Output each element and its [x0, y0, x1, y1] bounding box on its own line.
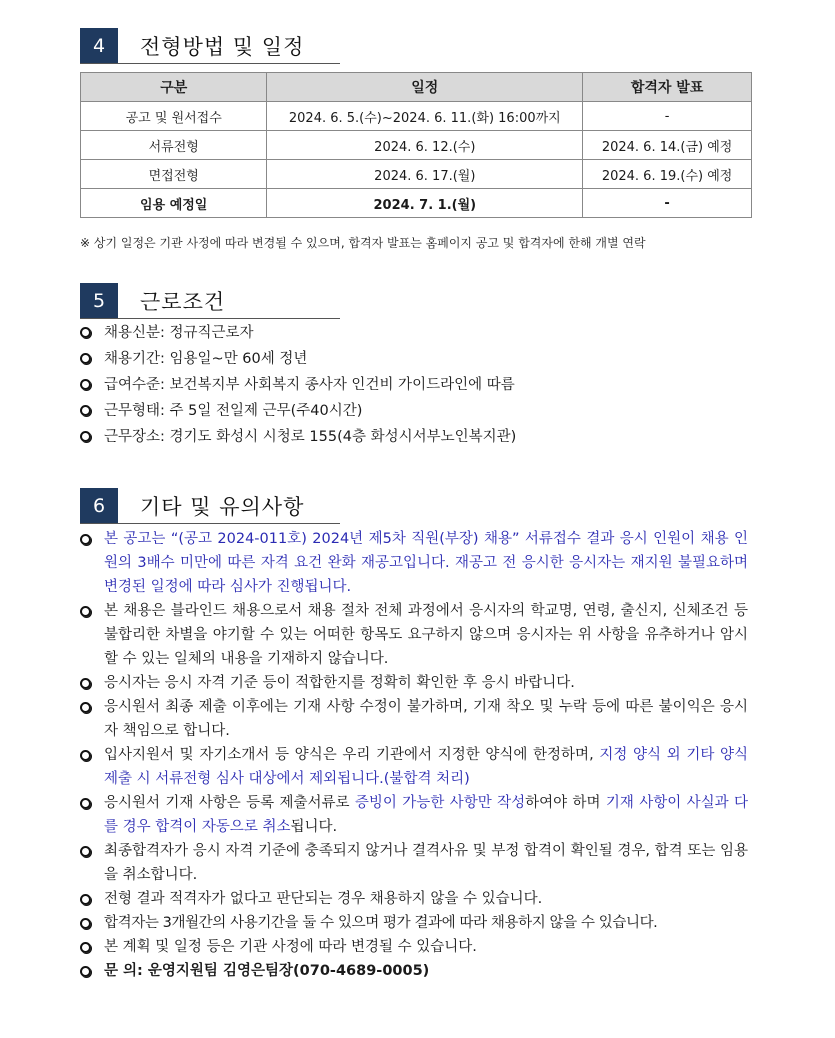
cell-announcement: - — [583, 189, 752, 218]
circle-bullet-icon — [80, 353, 91, 364]
circle-bullet-icon — [80, 431, 91, 442]
list-item — [80, 887, 748, 911]
list-item-text: 본 공고는 “(공고 2024-011호) 2024년 제5차 직원(부장) 채용” 서류접수 결과 응시 인원이 채용 인원의 3배수 미만에 따른 자격 요건 완화 재공고입니다. 재공고 전 응시한 응시자는 재지원 불필요하며 변경된 일정에 따라 심사가 진행됩니다. — [104, 531, 748, 595]
circle-bullet-icon — [80, 798, 91, 809]
list-item — [80, 695, 748, 743]
schedule-table — [80, 72, 752, 218]
list-item-highlight: 증빙이 가능한 사항만 작성 — [354, 795, 526, 811]
circle-bullet-icon — [80, 405, 91, 416]
section-title: 전형방법 및 일정 — [140, 34, 305, 59]
circle-bullet-icon — [80, 534, 91, 545]
schedule-note: ※ 상기 일정은 기관 사정에 따라 변경될 수 있으며, 합격자 발표는 홈페이지 공고 및 합격자에 한해 개별 연락 — [80, 236, 646, 250]
circle-bullet-icon — [80, 327, 91, 338]
contact-text: 문 의: 운영지원팀 김영은팀장(070-4689-0005) — [104, 963, 430, 979]
list-item-text: 입사지원서 및 자기소개서 등 양식은 우리 기관에서 지정한 양식에 한정하며, — [104, 747, 600, 763]
cell-category: 면접전형 — [81, 160, 267, 189]
table-row — [81, 102, 752, 131]
section-header-4 — [80, 28, 340, 64]
list-item — [80, 320, 748, 346]
list-item-highlight: 기재 사항이 사실과 다를 경우 합격이 자동으로 취소 — [104, 795, 749, 835]
list-item-text: 합격자는 3개월간의 사용기간을 둘 수 있으며 평가 결과에 따라 채용하지 않을 수 있습니다. — [104, 915, 658, 931]
list-item — [80, 372, 748, 398]
cell-category: 서류전형 — [81, 131, 267, 160]
list-item — [80, 424, 748, 450]
circle-bullet-icon — [80, 966, 91, 977]
list-item — [80, 743, 748, 791]
cell-announcement: 2024. 6. 14.(금) 예정 — [583, 131, 752, 160]
list-item — [80, 671, 748, 695]
list-item — [80, 599, 748, 671]
section-header-5 — [80, 283, 340, 319]
circle-bullet-icon — [80, 894, 91, 905]
circle-bullet-icon — [80, 606, 91, 617]
list-item — [80, 346, 748, 372]
list-item-text: 급여수준: 보건복지부 사회복지 종사자 인건비 가이드라인에 따름 — [104, 377, 515, 393]
circle-bullet-icon — [80, 918, 91, 929]
list-item-text: 하여야 하며 — [525, 795, 606, 811]
section-number-badge: 6 — [80, 488, 118, 523]
list-item-text: 응시자는 응시 자격 기준 등이 적합한지를 정확히 확인한 후 응시 바랍니다. — [104, 675, 575, 691]
list-item-highlight: 지정 양식 외 기타 양식 제출 시 서류전형 심사 대상에서 제외됩니다.(불합격 처리) — [104, 747, 748, 787]
list-item-text: 채용기간: 임용일~만 60세 정년 — [104, 351, 308, 367]
column-header-category: 구분 — [81, 73, 267, 102]
circle-bullet-icon — [80, 750, 91, 761]
notes-list — [80, 527, 748, 983]
list-item-text: 응시원서 최종 제출 이후에는 기재 사항 수정이 불가하며, 기재 착오 및 누락 등에 따른 불이익은 응시자 책임으로 합니다. — [104, 699, 748, 739]
list-item — [80, 839, 748, 887]
list-item-text: 채용신분: 정규직근로자 — [104, 325, 254, 341]
section-title: 근로조건 — [140, 289, 226, 314]
list-item-text: 본 채용은 블라인드 채용으로서 채용 절차 전체 과정에서 응시자의 학교명, 연령, 출신지, 신체조건 등 불합리한 차별을 야기할 수 있는 어떠한 항목도 요구하지 않으며 응시자는 위 사항을 유추하거나 암시할 수 있는 일체의 내용을 기재하지 않습니다. — [104, 603, 748, 667]
list-item — [80, 527, 748, 599]
circle-bullet-icon — [80, 942, 91, 953]
cell-schedule: 2024. 6. 12.(수) — [267, 131, 583, 160]
list-item-text: 최종합격자가 응시 자격 기준에 충족되지 않거나 결격사유 및 부정 합격이 확인될 경우, 합격 또는 임용을 취소합니다. — [104, 843, 748, 883]
circle-bullet-icon — [80, 379, 91, 390]
cell-announcement: - — [583, 102, 752, 131]
cell-announcement: 2024. 6. 19.(수) 예정 — [583, 160, 752, 189]
table-row — [81, 189, 752, 218]
list-item — [80, 398, 748, 424]
table-header-row — [81, 73, 752, 102]
circle-bullet-icon — [80, 678, 91, 689]
circle-bullet-icon — [80, 702, 91, 713]
section-title: 기타 및 유의사항 — [140, 494, 305, 519]
cell-category: 임용 예정일 — [81, 189, 267, 218]
section-number-badge: 4 — [80, 28, 118, 63]
list-item-text: 본 계획 및 일정 등은 기관 사정에 따라 변경될 수 있습니다. — [104, 939, 477, 955]
column-header-announcement: 합격자 발표 — [583, 73, 752, 102]
table-row — [81, 131, 752, 160]
section-number-badge: 5 — [80, 283, 118, 318]
cell-schedule: 2024. 7. 1.(월) — [267, 189, 583, 218]
list-item-text: 근무형태: 주 5일 전일제 근무(주40시간) — [104, 403, 363, 419]
list-item-text: 응시원서 기재 사항은 등록 제출서류로 — [104, 795, 355, 811]
circle-bullet-icon — [80, 846, 91, 857]
list-item-text: 근무장소: 경기도 화성시 시청로 155(4층 화성시서부노인복지관) — [104, 429, 517, 445]
cell-category: 공고 및 원서접수 — [81, 102, 267, 131]
list-item-text: 전형 결과 적격자가 없다고 판단되는 경우 채용하지 않을 수 있습니다. — [104, 891, 543, 907]
table-row — [81, 160, 752, 189]
section-header-6 — [80, 488, 340, 524]
contact-item — [80, 959, 748, 983]
working-conditions-list — [80, 320, 748, 450]
cell-schedule: 2024. 6. 5.(수)~2024. 6. 11.(화) 16:00까지 — [267, 102, 583, 131]
list-item — [80, 911, 748, 935]
list-item — [80, 935, 748, 959]
cell-schedule: 2024. 6. 17.(월) — [267, 160, 583, 189]
list-item-text: 됩니다. — [290, 819, 338, 835]
column-header-schedule: 일정 — [267, 73, 583, 102]
list-item — [80, 791, 748, 839]
